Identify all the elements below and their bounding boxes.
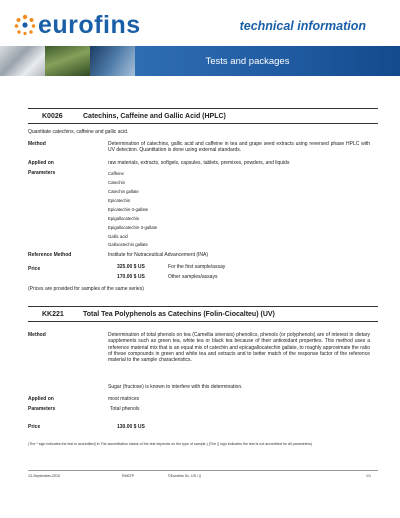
footer-reference: RM0TP [122, 474, 135, 478]
price-description: For the first sample/assay [168, 264, 226, 270]
parameter-item: Epicatechin-3-gallate [108, 207, 149, 212]
section1-method-label: Method [28, 141, 46, 147]
header-banner [0, 46, 400, 76]
section2-title: Total Tea Polyphenols as Catechins (Folin-Ciocalteu) (UV) [83, 311, 275, 318]
parameter-item: Epicatechin [108, 198, 131, 203]
price-value: 325.00 $ US [117, 264, 145, 270]
section2-top-rule [28, 306, 378, 307]
parameter-item: Gallic acid [108, 234, 128, 239]
section1-price-label: Price [28, 266, 41, 272]
footer-page-number: 1/1 [366, 474, 371, 478]
parameter-item: Gallocatechin gallate [108, 242, 148, 247]
section1-title: Catechins, Caffeine and Gallic Acid (HPLC) [83, 113, 226, 120]
section2-applied-label: Applied on [28, 396, 54, 402]
section2-method-text: Determination of total phenols on tea (Camellia sinensis) phenolics, phenols (or polyphenols) are of interest in dietary supplements such as green tea, white tea or black tea because of their antioxidant properties. This method uses a reference material mix that is an equal mix of catechin and epicagallocatechin gallate, to roughly approximate the ratio of these compounds in green and white tea and extracts and to better match of the response factor of the reference material to the sample characteristics. [108, 332, 370, 364]
banner-image-water [90, 46, 135, 76]
section1-price-note: (Prices are provided for samples of the same series) [28, 286, 144, 292]
parameter-item: Epigallocatechin [108, 216, 140, 221]
section2-method-note: Sugar (fructose) is known to interfere with this determination. [108, 384, 243, 390]
section2-applied-text: most matrices [108, 396, 140, 402]
section1-top-rule [28, 108, 378, 109]
section2-parameters-label: Parameters [28, 406, 56, 412]
banner-image-lab [0, 46, 45, 76]
footer-organization: ©Eurofins Sc. US / § [168, 474, 202, 478]
section1-bottom-rule [28, 123, 378, 124]
section2-price-value: 130.00 $ US [117, 424, 145, 430]
section2-code: KK221 [42, 311, 64, 318]
price-description: Other samples/assays [168, 274, 218, 280]
accreditation-disclaimer: (The * sign indicates the test is accredited) in The accreditation status of the test depends on the type of sample.) (The § sign indicates the test is not accredited for all parameters) [28, 442, 312, 446]
section1-reference-label: Reference Method [28, 252, 72, 258]
logo-wordmark: eurofins [38, 11, 141, 39]
section1-reference-text: Institute for Nutraceutical Advancement (INA) [108, 252, 209, 258]
technical-information-label: technical information [239, 19, 366, 33]
parameter-item: Caffeine [108, 171, 124, 176]
section2-bottom-rule [28, 321, 378, 322]
section1-parameters-label: Parameters [28, 170, 56, 176]
footer-rule [28, 470, 378, 471]
parameter-item: Epigallocatechin-3-gallate [108, 225, 158, 230]
section2-method-label: Method [28, 332, 46, 338]
banner-image-plants [45, 46, 90, 76]
section1-intro: Quantitate catechins, caffeine and gallic acid. [28, 129, 129, 135]
price-value: 170.00 $ US [117, 274, 145, 280]
section2-parameters-text: Total phenols [110, 406, 140, 412]
section1-applied-label: Applied on [28, 160, 54, 166]
section1-applied-text: raw materials, extracts, softgels, capsules, tablets, premixes, powders, and liquids [108, 160, 290, 166]
section2-price-label: Price [28, 424, 41, 430]
parameter-item: Catechin gallate [108, 189, 139, 194]
eurofins-logo-icon [14, 14, 36, 36]
footer-date: 13-September-2010 [28, 474, 60, 478]
section1-method-text: Determination of catechins, gallic acid and caffeine in tea and grape seed extracts using reversed phase HPLC with UV detection. Quantitation is done using external standards. [108, 141, 370, 154]
parameter-item: Catechin [108, 180, 125, 185]
section1-code: K0026 [42, 113, 63, 120]
banner-title: Tests and packages [135, 46, 400, 76]
